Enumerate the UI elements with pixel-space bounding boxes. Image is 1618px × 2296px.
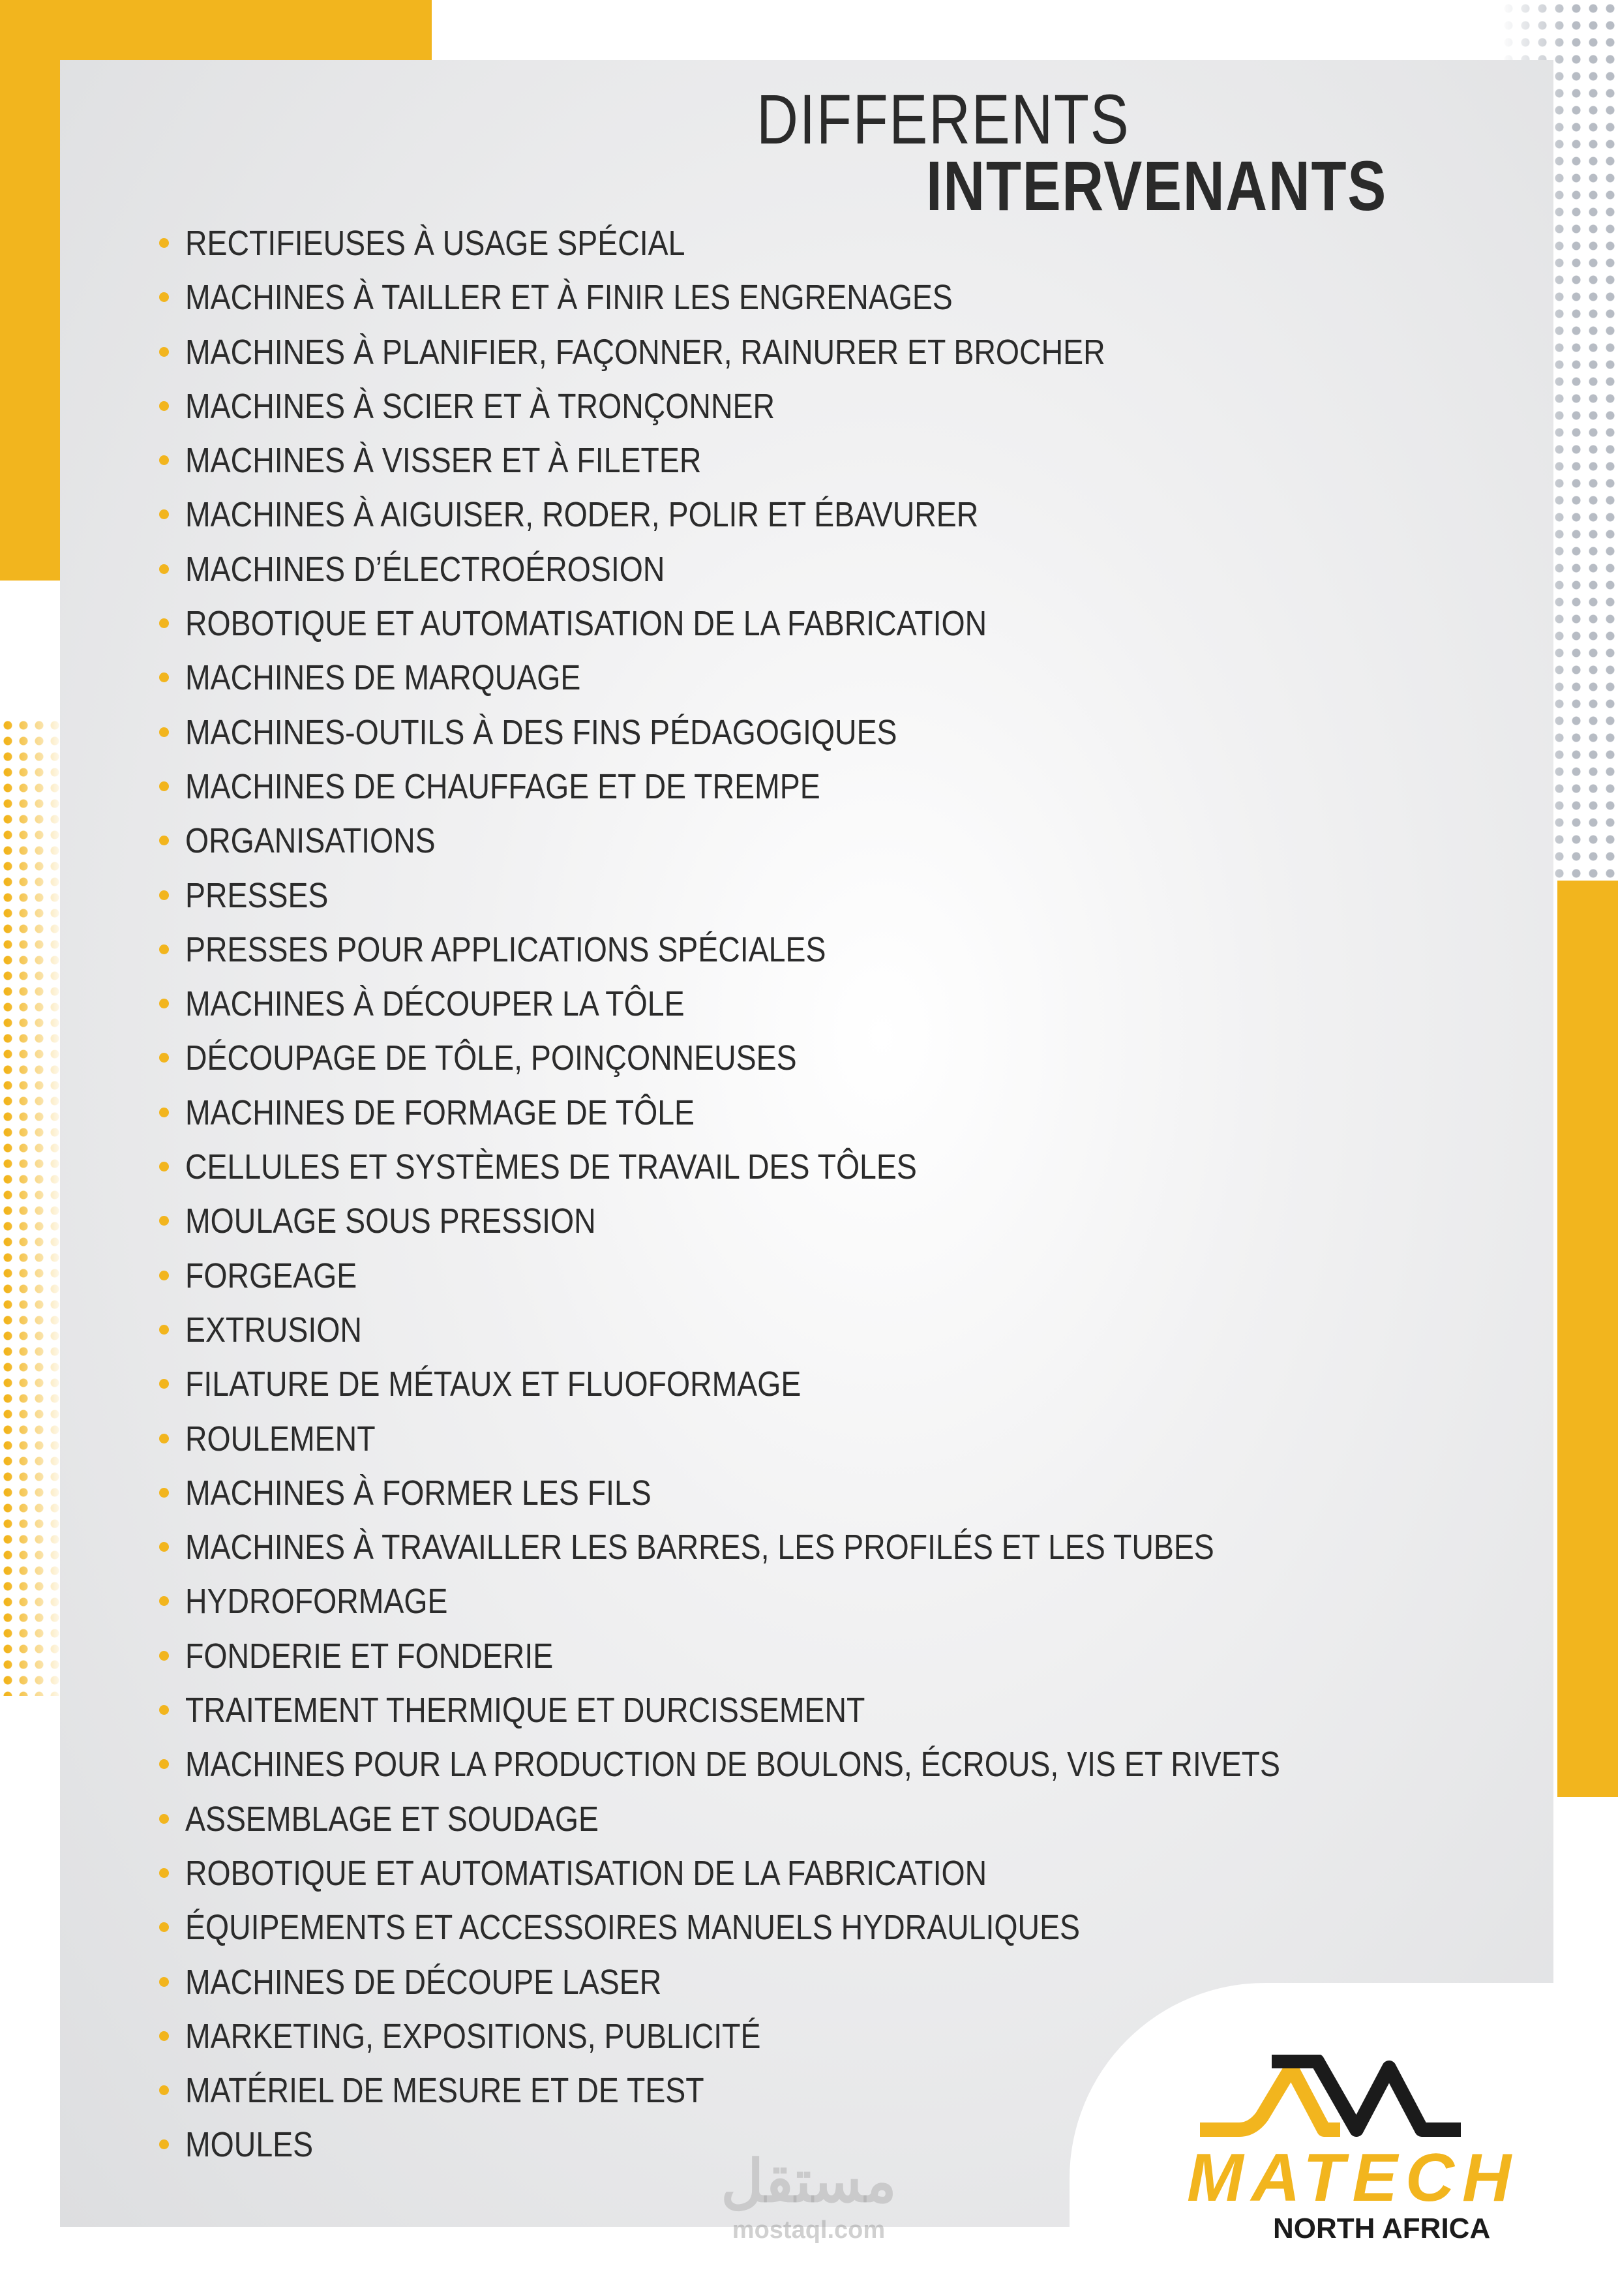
list-item-label: MACHINES DE MARQUAGE: [185, 658, 581, 698]
list-item-label: ROBOTIQUE ET AUTOMATISATION DE LA FABRICATION: [185, 604, 987, 644]
list-item: [157, 923, 1458, 977]
bullet-dot-icon: [159, 401, 169, 411]
bullet-dot-icon: [159, 999, 169, 1008]
list-item-label: ROBOTIQUE ET AUTOMATISATION DE LA FABRICATION: [185, 1853, 987, 1893]
title-line-1: DIFFERENTS: [757, 80, 1130, 159]
list-item: [157, 651, 1458, 705]
list-item-label: FILATURE DE MÉTAUX ET FLUOFORMAGE: [185, 1365, 802, 1404]
participants-list: [157, 217, 1458, 2173]
list-item-label: MOULAGE SOUS PRESSION: [185, 1201, 596, 1241]
list-item-label: MACHINES DE FORMAGE DE TÔLE: [185, 1093, 695, 1132]
list-item-label: TRAITEMENT THERMIQUE ET DURCISSEMENT: [185, 1691, 865, 1730]
bullet-dot-icon: [159, 1705, 169, 1715]
list-item: [157, 325, 1458, 380]
bullet-dot-icon: [159, 1053, 169, 1063]
list-item-label: FORGEAGE: [185, 1256, 357, 1295]
bullet-dot-icon: [159, 2139, 169, 2149]
list-item: [157, 1412, 1458, 1466]
list-item: [157, 1031, 1458, 1085]
list-item: [157, 760, 1458, 814]
list-item: [157, 814, 1458, 868]
list-item-label: ORGANISATIONS: [185, 821, 436, 861]
list-item: [157, 1303, 1458, 1357]
bullet-dot-icon: [159, 1216, 169, 1226]
list-item: [157, 1466, 1458, 1520]
yellow-dot-pattern: [0, 718, 65, 1696]
list-item-label: MACHINES DE DÉCOUPE LASER: [185, 1962, 662, 2002]
list-item: [157, 1520, 1458, 1575]
bullet-dot-icon: [159, 1922, 169, 1932]
bullet-dot-icon: [159, 2085, 169, 2095]
watermark-text: مستقل: [721, 2149, 897, 2214]
bullet-dot-icon: [159, 1162, 169, 1171]
yellow-side-bar: [1557, 881, 1618, 1797]
bullet-dot-icon: [159, 672, 169, 682]
bullet-dot-icon: [159, 781, 169, 791]
bullet-dot-icon: [159, 509, 169, 519]
list-item: [157, 1357, 1458, 1412]
watermark-url: mostaql.com: [732, 2216, 886, 2244]
bullet-dot-icon: [159, 2031, 169, 2041]
list-item: [157, 217, 1458, 271]
title-line-2: INTERVENANTS: [926, 146, 1387, 225]
list-item-label: MACHINES À AIGUISER, RODER, POLIR ET ÉBAVURER: [185, 495, 979, 535]
list-item-label: MACHINES À DÉCOUPER LA TÔLE: [185, 984, 685, 1024]
list-item-label: PRESSES: [185, 875, 329, 915]
list-item: [157, 706, 1458, 760]
list-item: [157, 1086, 1458, 1140]
list-item-label: CELLULES ET SYSTÈMES DE TRAVAIL DES TÔLES: [185, 1147, 917, 1187]
list-item-label: ROULEMENT: [185, 1419, 376, 1458]
logo-subtitle: NORTH AFRICA: [1273, 2213, 1491, 2244]
list-item: [157, 1194, 1458, 1248]
list-item-label: MACHINES À SCIER ET À TRONÇONNER: [185, 386, 775, 426]
list-item: [157, 1140, 1458, 1194]
bullet-dot-icon: [159, 727, 169, 737]
list-item: [157, 1901, 1458, 1955]
list-item: [157, 380, 1458, 434]
list-item: [157, 271, 1458, 325]
list-item-label: ÉQUIPEMENTS ET ACCESSOIRES MANUELS HYDRAULIQUES: [185, 1908, 1081, 1948]
bullet-dot-icon: [159, 1271, 169, 1280]
bullet-dot-icon: [159, 1868, 169, 1878]
bullet-dot-icon: [159, 1379, 169, 1389]
list-item-label: EXTRUSION: [185, 1310, 362, 1350]
list-item: [157, 1847, 1458, 1901]
list-item: [157, 488, 1458, 542]
list-item: [157, 977, 1458, 1031]
list-item-label: RECTIFIEUSES À USAGE SPÉCIAL: [185, 224, 685, 263]
list-item-label: ASSEMBLAGE ET SOUDAGE: [185, 1799, 599, 1839]
list-item-label: HYDROFORMAGE: [185, 1582, 448, 1622]
list-item: [157, 1792, 1458, 1847]
bullet-dot-icon: [159, 564, 169, 574]
list-item: [157, 1956, 1458, 2010]
list-item-label: MACHINES À TRAVAILLER LES BARRES, LES PROFILÉS ET LES TUBES: [185, 1528, 1214, 1567]
bullet-dot-icon: [159, 347, 169, 357]
list-item: [157, 1684, 1458, 1738]
list-item: [157, 869, 1458, 923]
list-item-label: MACHINES D’ÉLECTROÉROSION: [185, 549, 665, 589]
bullet-dot-icon: [159, 292, 169, 302]
bullet-dot-icon: [159, 1542, 169, 1552]
bullet-dot-icon: [159, 455, 169, 465]
list-item: [157, 597, 1458, 651]
bullet-dot-icon: [159, 1596, 169, 1606]
bullet-dot-icon: [159, 1488, 169, 1498]
bullet-dot-icon: [159, 944, 169, 954]
bullet-dot-icon: [159, 836, 169, 845]
list-item: [157, 1629, 1458, 1684]
list-item-label: PRESSES POUR APPLICATIONS SPÉCIALES: [185, 929, 826, 969]
list-item-label: FONDERIE ET FONDERIE: [185, 1636, 554, 1676]
list-item-label: MACHINES DE CHAUFFAGE ET DE TREMPE: [185, 766, 820, 806]
list-item: [157, 1575, 1458, 1629]
bullet-dot-icon: [159, 238, 169, 248]
matech-wave-logo-icon: [1200, 2055, 1461, 2139]
list-item: [157, 434, 1458, 488]
bullet-dot-icon: [159, 1325, 169, 1335]
logo-name: MATECH: [1187, 2140, 1520, 2216]
list-item: [157, 1738, 1458, 1792]
bullet-dot-icon: [159, 890, 169, 900]
list-item-label: MACHINES-OUTILS À DES FINS PÉDAGOGIQUES: [185, 712, 897, 752]
bullet-dot-icon: [159, 1651, 169, 1661]
list-item-label: MARKETING, EXPOSITIONS, PUBLICITÉ: [185, 2016, 761, 2056]
bullet-dot-icon: [159, 618, 169, 628]
list-item-label: MACHINES À FORMER LES FILS: [185, 1473, 652, 1513]
list-item-label: MACHINES POUR LA PRODUCTION DE BOULONS, ÉCROUS, VIS ET RIVETS: [185, 1745, 1281, 1785]
list-item-label: DÉCOUPAGE DE TÔLE, POINÇONNEUSES: [185, 1038, 797, 1078]
list-item-label: MACHINES À TAILLER ET À FINIR LES ENGRENAGES: [185, 278, 953, 318]
list-item-label: MACHINES À VISSER ET À FILETER: [185, 441, 702, 481]
bullet-dot-icon: [159, 1108, 169, 1117]
list-item: [157, 1249, 1458, 1303]
bullet-dot-icon: [159, 1814, 169, 1824]
bullet-dot-icon: [159, 1759, 169, 1769]
list-item: [157, 543, 1458, 597]
bullet-dot-icon: [159, 1434, 169, 1443]
list-item-label: MACHINES À PLANIFIER, FAÇONNER, RAINURER ET BROCHER: [185, 332, 1105, 372]
list-item-label: MOULES: [185, 2125, 314, 2165]
bullet-dot-icon: [159, 1977, 169, 1987]
list-item-label: MATÉRIEL DE MESURE ET DE TEST: [185, 2071, 704, 2111]
